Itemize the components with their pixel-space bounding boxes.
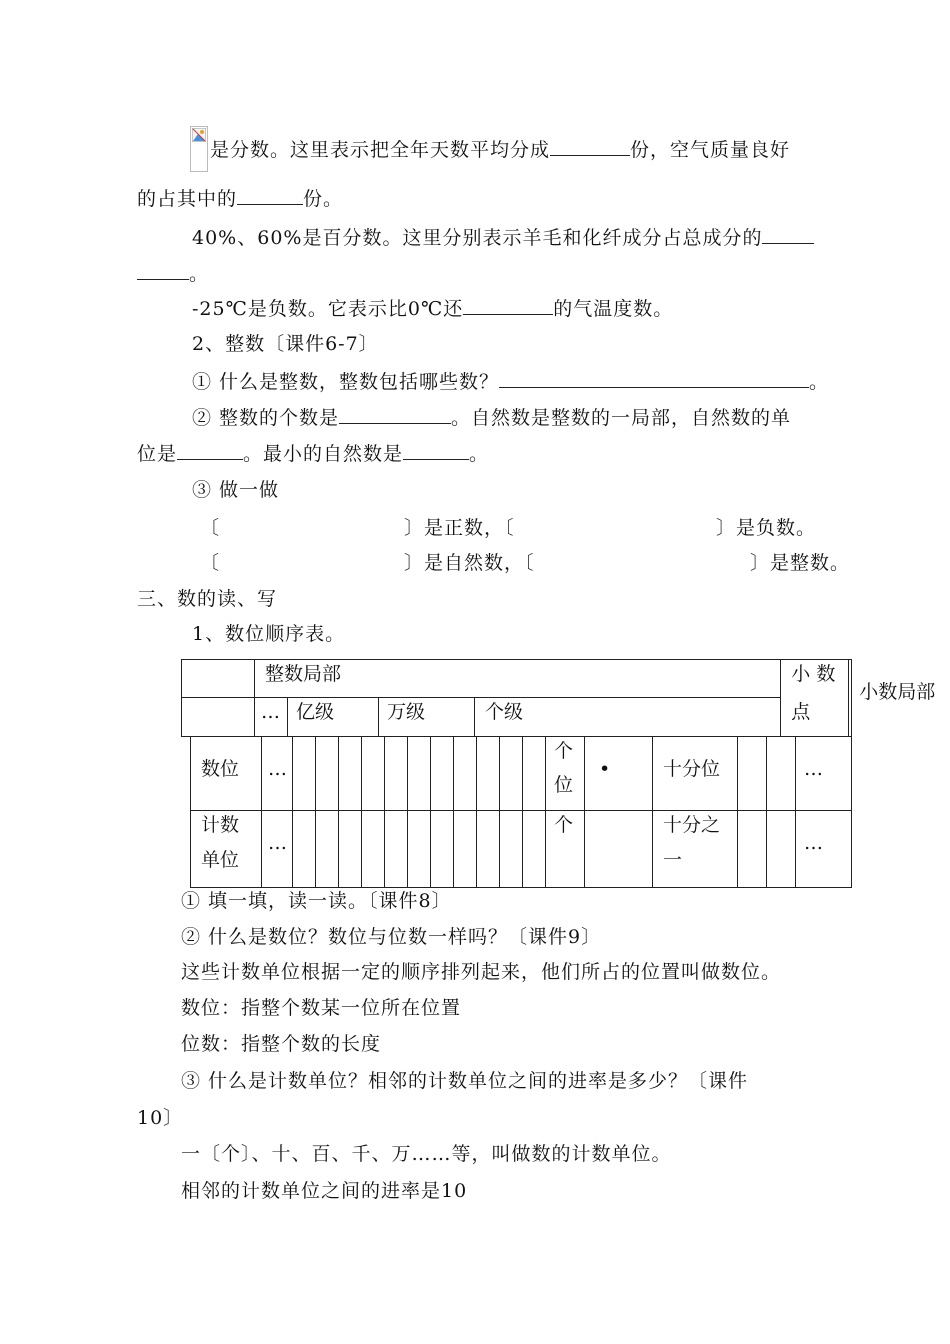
tenths-unit-cell (653, 811, 738, 888)
definition-length: 位数：指整个数的长度 (181, 1033, 382, 1055)
digit-cell[interactable] (523, 737, 546, 811)
digit-row-label: 数位 (201, 758, 240, 780)
blank-field[interactable] (137, 262, 189, 280)
text: 。 (809, 371, 830, 393)
question-unit: ③ 什么是计数单位？相邻的计数单位之间的进率是多少？〔课件 (181, 1070, 749, 1092)
wan-level-label: 万级 (387, 701, 426, 723)
unit-cell[interactable] (454, 811, 477, 888)
tenths-place-cell (653, 737, 738, 811)
ge-level-cell (475, 698, 781, 737)
negative-label: 〕是负数。 (716, 517, 817, 539)
text: 。 (189, 263, 210, 285)
ellipsis-label: … (268, 758, 287, 780)
text: 。 (469, 443, 490, 465)
unit-cell[interactable] (316, 811, 339, 888)
unit-row-label: 单位 (201, 849, 240, 871)
text: 位是 (137, 443, 178, 465)
ellipsis-label: … (804, 758, 823, 780)
question-count-cont (137, 442, 489, 466)
decimal-point-label: 小 数 (791, 663, 836, 685)
place-value-header-table (181, 659, 936, 737)
decimal-part-cell (849, 660, 936, 737)
ones-label: 位 (554, 774, 574, 796)
ellipsis-cell (796, 811, 852, 888)
place-value-table (190, 736, 852, 888)
decimal-dot-cell (585, 811, 653, 888)
question-digit: ② 什么是数位？数位与位数一样吗？〔课件9〕 (181, 926, 602, 948)
digit-cell[interactable] (738, 737, 767, 811)
section-integers: 2、整数〔课件6-7〕 (192, 333, 379, 355)
text: 份，空气质量良好 (630, 139, 791, 161)
digit-cell[interactable] (385, 737, 408, 811)
ones-unit-label: 个 (554, 814, 574, 836)
bracket-open: 〔 (200, 517, 221, 539)
ellipsis-cell (796, 737, 852, 811)
bracket-open: 〔 (200, 552, 221, 574)
text: 的占其中的 (137, 188, 238, 210)
ones-unit-cell (546, 811, 585, 888)
tenths-label: 十分位 (663, 758, 721, 780)
question-count (192, 406, 791, 430)
definition-digit: 数位：指整个数某一位所在位置 (181, 997, 462, 1019)
unit-cell[interactable] (408, 811, 431, 888)
text: 。最小的自然数是 (243, 443, 404, 465)
paragraph-percent-cont (137, 262, 209, 286)
natural-label: 〕是自然数，〔 (404, 552, 535, 574)
blank-field[interactable] (177, 442, 243, 460)
unit-cell[interactable] (362, 811, 385, 888)
paragraph-fraction (210, 138, 790, 162)
ellipsis-cell (255, 698, 288, 737)
row-header-unit (191, 811, 262, 888)
digit-cell[interactable] (362, 737, 385, 811)
unit-cell[interactable] (477, 811, 500, 888)
text: -25℃是负数。它表示比0℃还 (192, 298, 464, 320)
ellipsis-label: … (804, 832, 823, 854)
blank-field[interactable] (463, 297, 553, 315)
decimal-dot: • (599, 758, 611, 780)
unit-cell[interactable] (339, 811, 362, 888)
digit-cell[interactable] (500, 737, 523, 811)
text: ② 整数的个数是 (192, 407, 340, 429)
unit-cell[interactable] (385, 811, 408, 888)
decimal-part-label: 小数局部 (859, 681, 936, 703)
image-placeholder-icon (192, 128, 206, 142)
section-heading: 三、数的读、写 (137, 588, 278, 610)
blank-field[interactable] (550, 138, 630, 156)
tenths-unit-label: 十分之 (663, 814, 721, 836)
unit-cell[interactable] (523, 811, 546, 888)
yi-level-cell (288, 698, 379, 737)
ellipsis-label: … (261, 701, 280, 723)
integer-part-cell (255, 660, 781, 698)
unit-cell[interactable] (431, 811, 454, 888)
digit-cell[interactable] (454, 737, 477, 811)
question-fill: ① 填一填，读一读。〔课件8〕 (181, 890, 452, 912)
unit-cell[interactable] (293, 811, 316, 888)
unit-cell[interactable] (767, 811, 796, 888)
broken-image-icon (190, 126, 208, 172)
text: 。自然数是整数的一局部，自然数的单 (451, 407, 792, 429)
ellipsis-cell (262, 737, 293, 811)
decimal-dot-cell (585, 737, 653, 811)
unit-cell[interactable] (500, 811, 523, 888)
text: ① 什么是整数，整数包括哪些数？ (192, 371, 500, 393)
positive-label: 〕是正数，〔 (404, 517, 515, 539)
blank-field[interactable] (762, 226, 814, 244)
digit-cell[interactable] (477, 737, 500, 811)
digit-cell[interactable] (767, 737, 796, 811)
exercise-title: ③ 做一做 (192, 479, 280, 501)
answer-unit: 一〔个〕、十、百、千、万……等，叫做数的计数单位。 (181, 1143, 672, 1165)
decimal-point-cell (781, 660, 849, 737)
wan-level-cell (379, 698, 475, 737)
header-blank-cell (182, 698, 255, 737)
question-unit-cont: 10〕 (137, 1107, 184, 1129)
yi-level-label: 亿级 (296, 701, 335, 723)
digit-cell[interactable] (316, 737, 339, 811)
answer-digit: 这些计数单位根据一定的顺序排列起来，他们所占的位置叫做数位。 (181, 961, 782, 983)
digit-cell[interactable] (408, 737, 431, 811)
paragraph-fraction-cont (137, 187, 343, 211)
ellipsis-cell (262, 811, 293, 888)
ellipsis-label: … (268, 832, 287, 854)
digit-cell[interactable] (293, 737, 316, 811)
blank-field[interactable] (237, 187, 303, 205)
blank-field[interactable] (339, 406, 451, 424)
tenths-unit-label: 一 (663, 849, 683, 871)
ge-level-label: 个级 (485, 701, 524, 723)
text: 是分数。这里表示把全年天数平均分成 (210, 139, 551, 161)
paragraph-negative (192, 297, 673, 321)
paragraph-percent (192, 226, 814, 250)
text: 40%、60%是百分数。这里分别表示羊毛和化纤成分占总成分的 (192, 227, 763, 249)
ones-place-cell (546, 737, 585, 811)
digit-cell[interactable] (339, 737, 362, 811)
ones-label: 个 (554, 740, 574, 762)
digit-cell[interactable] (431, 737, 454, 811)
blank-field[interactable] (499, 370, 809, 388)
integer-part-label: 整数局部 (265, 663, 342, 685)
subsection-title: 1、数位顺序表。 (192, 623, 346, 645)
row-header-digit (191, 737, 262, 811)
decimal-point-label: 点 (791, 701, 811, 723)
question-integers (192, 370, 829, 394)
unit-cell[interactable] (738, 811, 767, 888)
text: 份。 (303, 188, 344, 210)
blank-field[interactable] (403, 442, 469, 460)
text: 的气温度数。 (553, 298, 674, 320)
header-blank-cell (182, 660, 255, 698)
integer-label: 〕是整数。 (750, 552, 851, 574)
unit-row-label: 计数 (201, 814, 240, 836)
answer-rate: 相邻的计数单位之间的进率是10 (181, 1180, 468, 1202)
